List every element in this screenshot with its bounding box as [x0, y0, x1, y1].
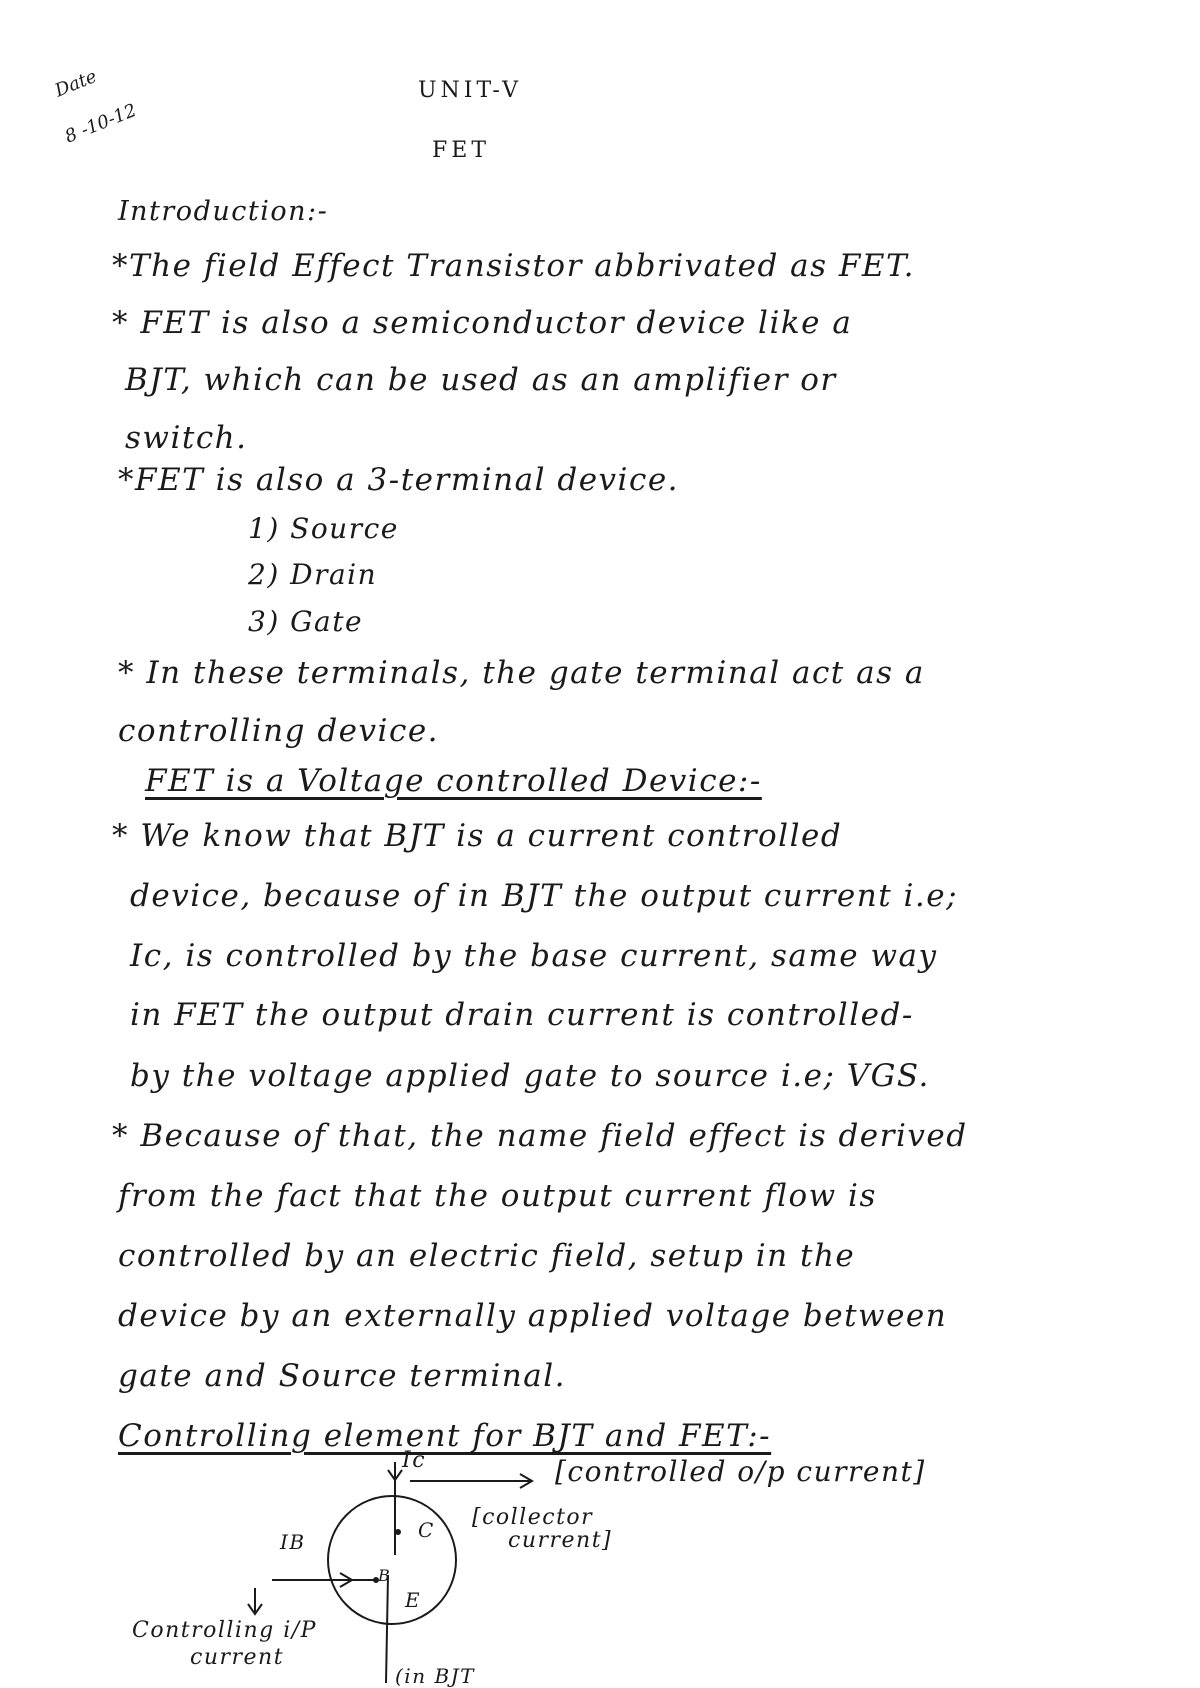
controlling-input-label-1: Controlling i/P — [132, 1618, 317, 1643]
intro-line-1: *The field Effect Transistor abbrivated as FET. — [112, 248, 916, 284]
voltage-line-4: in FET the output drain current is controlled- — [130, 997, 914, 1033]
intro-line-4: switch. — [125, 420, 248, 456]
voltage-line-9: device by an externally applied voltage between — [118, 1298, 948, 1334]
collector-label-1: [collector — [472, 1505, 594, 1530]
unit-title: UNIT-V — [418, 78, 523, 103]
collector-dot — [395, 1529, 401, 1535]
intro-line-3: BJT, which can be used as an amplifier or — [125, 362, 837, 398]
transistor-circle — [328, 1496, 456, 1624]
e-terminal-label: E — [405, 1588, 422, 1612]
gate-line-1: * In these terminals, the gate terminal act as a — [118, 655, 925, 691]
controlling-input-label-2: current — [190, 1645, 285, 1670]
voltage-line-3: Ic, is controlled by the base current, same way — [130, 938, 938, 974]
terminal-drain: 2) Drain — [248, 558, 378, 591]
gate-line-2: controlling device. — [118, 713, 440, 749]
intro-line-5: *FET is also a 3-terminal device. — [118, 462, 680, 498]
date-value: 8 -10-12 — [62, 99, 140, 148]
terminal-source: 1) Source — [248, 512, 399, 545]
voltage-line-8: controlled by an electric field, setup in the — [118, 1238, 856, 1274]
c-terminal-label: C — [418, 1518, 435, 1542]
intro-line-2: * FET is also a semiconductor device like a — [112, 305, 853, 341]
voltage-line-7: from the fact that the output current flow is — [118, 1178, 877, 1214]
controlling-section-heading: Controlling element for BJT and FET:- — [118, 1418, 772, 1454]
voltage-line-6: * Because of that, the name field effect is derived — [112, 1118, 968, 1154]
collector-label-2: current] — [508, 1528, 613, 1553]
topic-title: FET — [432, 138, 490, 163]
introduction-heading: Introduction:- — [118, 196, 329, 227]
voltage-line-5: by the voltage applied gate to source i.e; VGS. — [130, 1058, 930, 1094]
date-label: Date — [52, 65, 100, 102]
voltage-line-2: device, because of in BJT the output current i.e; — [130, 878, 959, 914]
emitter-lead — [386, 1575, 388, 1683]
voltage-section-heading: FET is a Voltage controlled Device:- — [145, 763, 762, 799]
ic-label: Ic — [402, 1448, 427, 1473]
voltage-line-10: gate and Source terminal. — [118, 1358, 567, 1394]
terminal-gate: 3) Gate — [248, 605, 364, 638]
ib-label: IB — [280, 1530, 306, 1554]
b-terminal-label: B — [378, 1566, 392, 1585]
bjt-bottom-label: (in BJT — [395, 1664, 475, 1688]
voltage-line-1: * We know that BJT is a current controlled — [112, 818, 843, 854]
controlled-output-label: [controlled o/p current] — [555, 1455, 926, 1488]
